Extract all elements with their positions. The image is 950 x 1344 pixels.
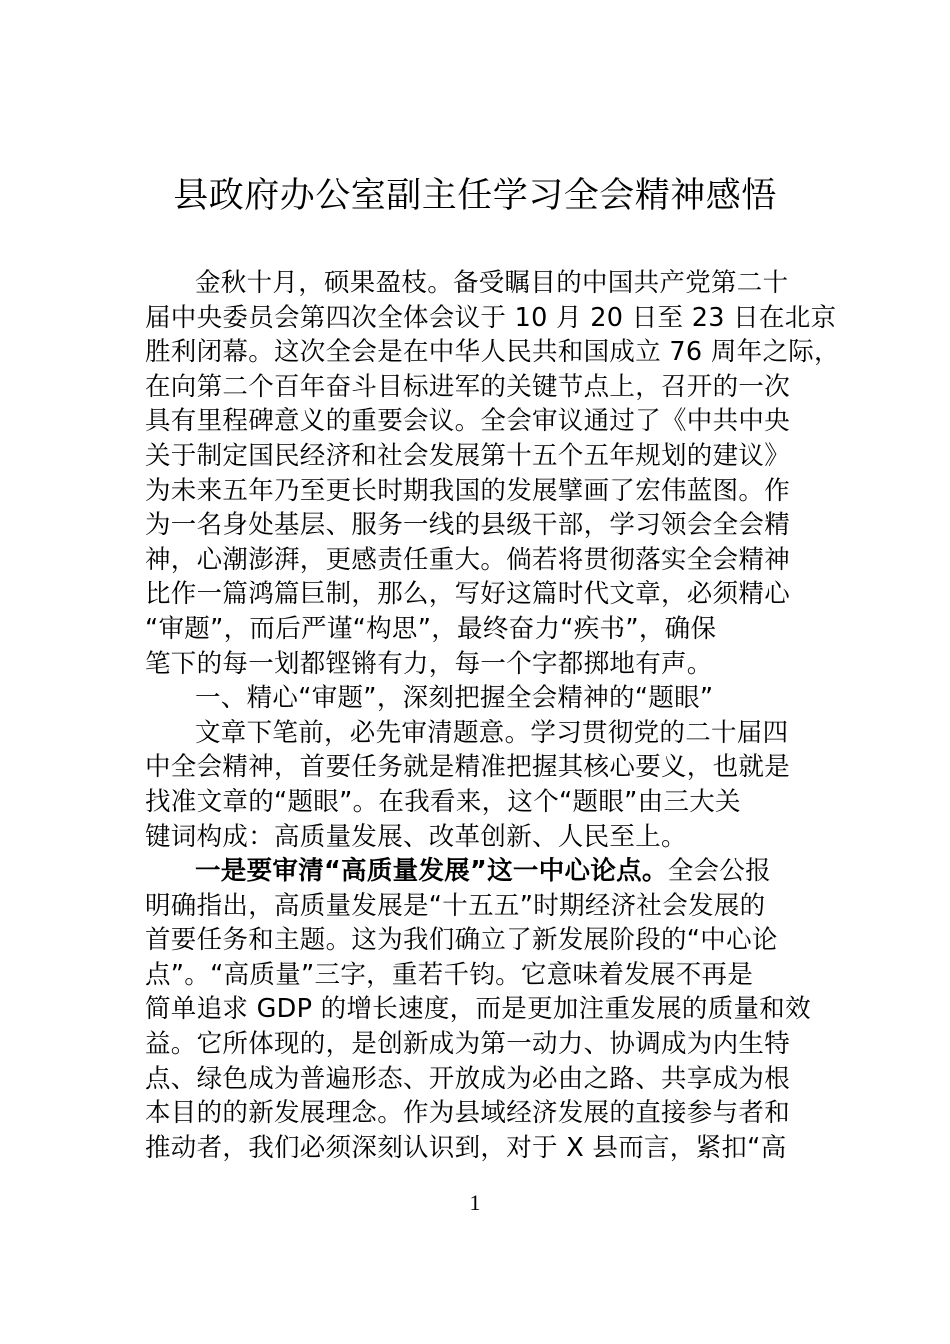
- paragraph-line: 神，心潮澎湃，更感责任重大。倘若将贯彻落实全会精神: [145, 544, 791, 575]
- paragraph-line: 金秋十月，硕果盈枝。备受瞩目的中国共产党第二十: [195, 268, 789, 298]
- paragraph-line: 本目的的新发展理念。作为县域经济发展的直接参与者和: [145, 1098, 791, 1129]
- paragraph-line: 简单追求 GDP 的增长速度，而是更加注重发展的质量和效: [145, 994, 811, 1025]
- page-number: 1: [469, 1190, 481, 1215]
- document-title: 县政府办公室副主任学习全会精神感悟: [173, 176, 777, 216]
- paragraph-line: 益。它所体现的，是创新成为第一动力、协调成为内生特: [145, 1029, 791, 1060]
- paragraph-line: 胜利闭幕。这次全会是在中华人民共和国成立 76 周年之际，: [145, 337, 840, 368]
- section-heading: 一、精心“审题”，深刻把握全会精神的“题眼”: [195, 683, 714, 714]
- paragraph-line: 笔下的每一划都铿锵有力，每一个字都掷地有声。: [145, 648, 713, 679]
- paragraph-line: 文章下笔前，必先审清题意。学习贯彻党的二十届四: [195, 717, 789, 748]
- paragraph-line-tail: 全会公报: [667, 856, 771, 887]
- paragraph-line: 找准文章的“题眼”。在我看来，这个“题眼”由三大关: [145, 786, 741, 817]
- paragraph-line: 中全会精神，首要任务就是精准把握其核心要义，也就是: [145, 752, 791, 783]
- paragraph-line: [145, 854, 809, 889]
- paragraph-line: 首要任务和主题。这为我们确立了新发展阶段的“中心论: [145, 925, 778, 956]
- paragraph-line: 点、绿色成为普遍形态、开放成为必由之路、共享成为根: [145, 1063, 791, 1094]
- paragraph-line: 点”。“高质量”三字，重若千钧。它意味着发展不再是: [145, 959, 754, 990]
- paragraph-line: 键词构成：高质量发展、改革创新、人民至上。: [145, 821, 687, 852]
- paragraph-line: “审题”，而后严谨“构思”，最终奋力“疾书”，确保: [145, 613, 717, 644]
- paragraph-line: 推动者，我们必须深刻认识到，对于 X 县而言，紧扣“高: [145, 1132, 787, 1163]
- paragraph-line: 明确指出，高质量发展是“十五五”时期经济社会发展的: [145, 890, 766, 921]
- paragraph-line: 为未来五年乃至更长时期我国的发展擘画了宏伟蓝图。作: [145, 475, 791, 506]
- paragraph-line: 关于制定国民经济和社会发展第十五个五年规划的建议》: [145, 440, 791, 471]
- paragraph-line: 具有里程碑意义的重要会议。全会审议通过了《中共中央: [145, 406, 791, 437]
- bold-lead-sentence: 一是要审清“高质量发展”这一中心论点。: [195, 856, 668, 887]
- paragraph-line: 届中央委员会第四次全体会议于 10 月 20 日至 23 日在北京: [145, 302, 837, 333]
- paragraph-line: 比作一篇鸿篇巨制，那么，写好这篇时代文章，必须精心: [145, 579, 791, 610]
- paragraph-line: 为一名身处基层、服务一线的县级干部，学习领会全会精: [145, 510, 791, 541]
- paragraph-line: 在向第二个百年奋斗目标进军的关键节点上，召开的一次: [145, 371, 791, 402]
- document-body: [145, 266, 840, 1165]
